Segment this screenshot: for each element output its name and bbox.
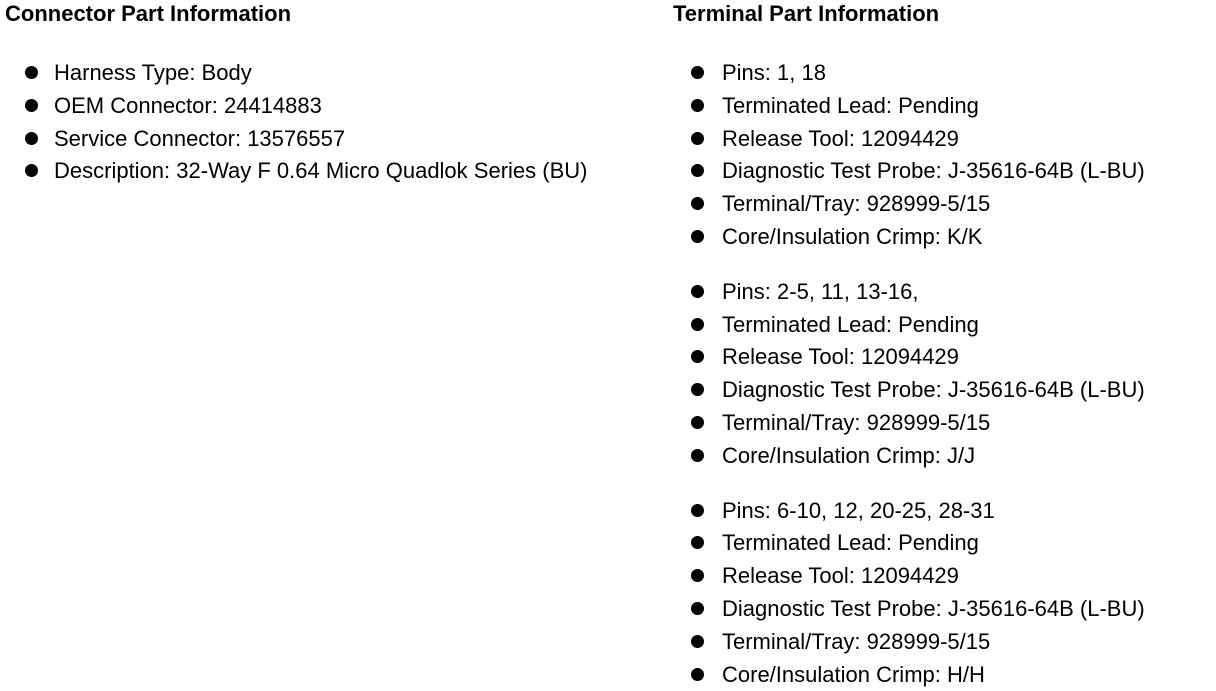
- terminal-heading: Terminal Part Information: [673, 1, 940, 26]
- terminal-item: [673, 592, 1216, 625]
- terminal-item-text: Diagnostic Test Probe: J-35616-64B (L-BU): [722, 377, 1145, 403]
- terminal-group: [673, 494, 1216, 691]
- bullet-icon: [691, 569, 704, 582]
- bullet-icon: [25, 66, 38, 79]
- terminal-item: [673, 373, 1216, 406]
- terminal-item-text: Core/Insulation Crimp: H/H: [722, 661, 985, 687]
- terminal-item-text: Terminated Lead: Pending: [722, 92, 979, 118]
- connector-item: [5, 122, 665, 155]
- terminal-item: [673, 89, 1216, 122]
- terminal-item-text: Terminal/Tray: 928999-5/15: [722, 409, 991, 435]
- bullet-icon: [691, 416, 704, 429]
- bullet-icon: [691, 230, 704, 243]
- terminal-item-text: Core/Insulation Crimp: J/J: [722, 442, 976, 468]
- terminal-item-text: Release Tool: 12094429: [722, 344, 959, 370]
- terminal-item: [673, 559, 1216, 592]
- bullet-icon: [25, 99, 38, 112]
- terminal-item: [673, 658, 1216, 691]
- terminal-item: [673, 625, 1216, 658]
- bullet-icon: [25, 132, 38, 145]
- bullet-icon: [691, 132, 704, 145]
- terminal-group: [673, 56, 1216, 253]
- connector-item-text: Description: 32-Way F 0.64 Micro Quadlok Series (BU): [54, 158, 588, 184]
- connector-item: [5, 89, 665, 122]
- connector-item-text: OEM Connector: 24414883: [54, 92, 322, 118]
- terminal-item-text: Terminal/Tray: 928999-5/15: [722, 628, 991, 654]
- terminal-item: [673, 154, 1216, 187]
- connector-info-section: [5, 0, 665, 187]
- terminal-item-text: Terminal/Tray: 928999-5/15: [722, 191, 991, 217]
- bullet-icon: [691, 197, 704, 210]
- connector-item-text: Harness Type: Body: [54, 60, 252, 85]
- bullet-icon: [691, 383, 704, 396]
- terminal-item: [673, 56, 1216, 89]
- terminal-item-text: Diagnostic Test Probe: J-35616-64B (L-BU): [722, 595, 1145, 621]
- terminal-item: [673, 526, 1216, 559]
- bullet-icon: [691, 164, 704, 177]
- terminal-item-text: Pins: 1, 18: [722, 60, 826, 85]
- terminal-item-text: Pins: 6-10, 12, 20-25, 28-31: [722, 497, 995, 523]
- connector-item-text: Service Connector: 13576557: [54, 125, 346, 151]
- terminal-groups: [673, 56, 1216, 690]
- terminal-item-text: Pins: 2-5, 11, 13-16,: [722, 278, 919, 304]
- bullet-icon: [691, 99, 704, 112]
- terminal-item: [673, 494, 1216, 527]
- terminal-item: [673, 187, 1216, 220]
- bullet-icon: [691, 285, 704, 298]
- terminal-item: [673, 406, 1216, 439]
- bullet-icon: [691, 536, 704, 549]
- terminal-info-section: [673, 0, 1216, 690]
- bullet-icon: [691, 449, 704, 462]
- terminal-group: [673, 275, 1216, 472]
- terminal-item: [673, 439, 1216, 472]
- terminal-item: [673, 340, 1216, 373]
- bullet-icon: [691, 350, 704, 363]
- terminal-item-text: Release Tool: 12094429: [722, 563, 959, 589]
- terminal-item-text: Core/Insulation Crimp: K/K: [722, 223, 983, 249]
- connector-item: [5, 154, 665, 187]
- bullet-icon: [691, 318, 704, 331]
- terminal-item-text: Release Tool: 12094429: [722, 125, 959, 151]
- bullet-icon: [691, 602, 704, 615]
- connector-item: [5, 56, 665, 89]
- connector-list: [5, 56, 665, 187]
- bullet-icon: [691, 668, 704, 681]
- terminal-item: [673, 220, 1216, 253]
- bullet-icon: [691, 66, 704, 79]
- terminal-item-text: Diagnostic Test Probe: J-35616-64B (L-BU): [722, 158, 1145, 184]
- bullet-icon: [691, 635, 704, 648]
- bullet-icon: [691, 504, 704, 517]
- terminal-item: [673, 122, 1216, 155]
- terminal-item-text: Terminated Lead: Pending: [722, 530, 979, 556]
- connector-heading: Connector Part Information: [5, 1, 292, 26]
- bullet-icon: [25, 164, 38, 177]
- terminal-item: [673, 308, 1216, 341]
- terminal-item-text: Terminated Lead: Pending: [722, 311, 979, 337]
- terminal-item: [673, 275, 1216, 308]
